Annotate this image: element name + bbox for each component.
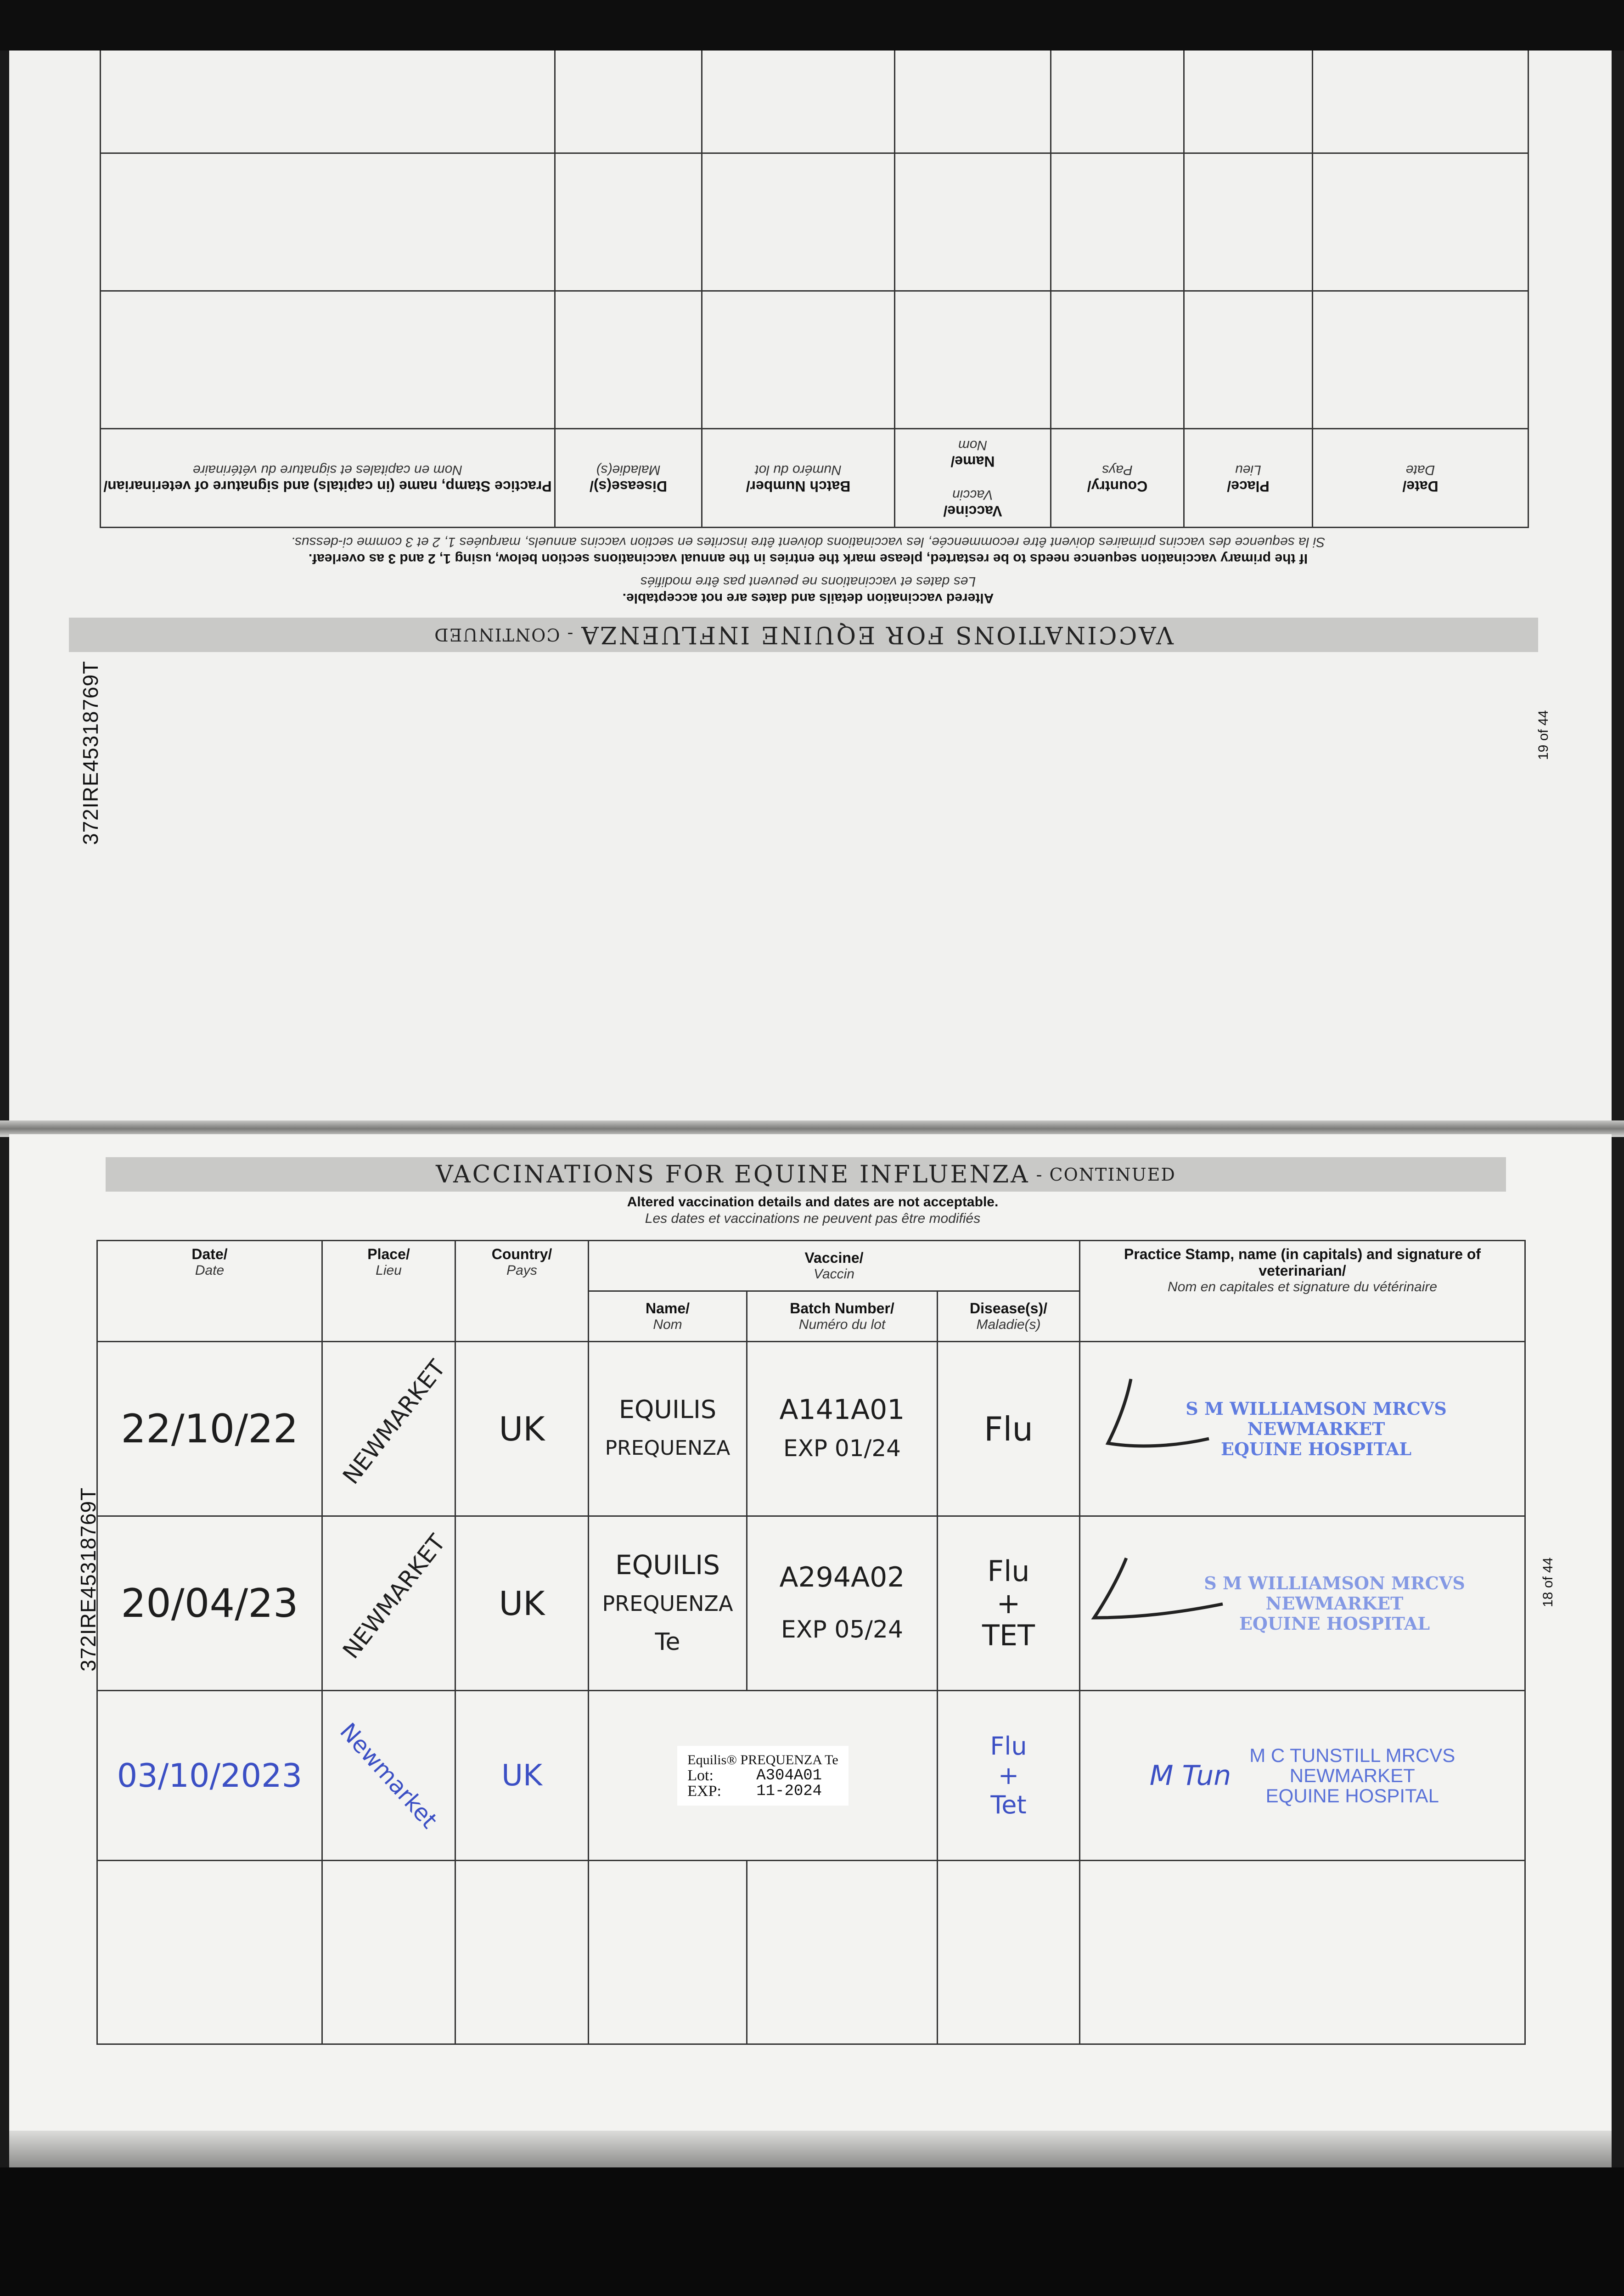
p18-header-name: Name/ Nom: [589, 1291, 747, 1342]
entry-2-name-cell: [589, 1516, 747, 1691]
p19-header-date: Date/ Date: [1313, 429, 1528, 528]
entry-2-batch-line1: A294A02: [779, 1561, 905, 1593]
page-18-continued: - CONTINUED: [1036, 1164, 1176, 1185]
entry-1-name-cell: [589, 1342, 747, 1516]
page-19-notice-fr: Les dates et vaccinations ne peuvent pas être modifiés: [640, 574, 976, 589]
page-18-title-banner: [106, 1157, 1506, 1192]
entry-1-signature-mark: [1099, 1370, 1218, 1462]
entry-2-name-line1: EQUILIS: [615, 1549, 720, 1581]
entry-1-place: NEWMARKET: [337, 1355, 451, 1489]
p19-header-stamp: Practice Stamp, name (in capitals) and signature of veterinarian/ Nom en capitales et signature du vétérinaire: [101, 429, 555, 528]
passport-page-18: [9, 1134, 1612, 2167]
passport-page-19: [9, 51, 1612, 1120]
entry-2-disease-line1: Flu: [987, 1554, 1030, 1588]
page-19-number: 19 of 44: [1536, 710, 1551, 760]
page-18-title: VACCINATIONS FOR EQUINE INFLUENZA: [436, 1160, 1030, 1188]
vaccination-entry-empty: [97, 1861, 1525, 2044]
page-19-vaccination-table: [100, 51, 1529, 528]
page-19-continued: - CONTINUED: [433, 625, 573, 645]
entry-3-practice-stamp: M C TUNSTILL MRCVS NEWMARKET EQUINE HOSPITAL: [1249, 1744, 1455, 1806]
p19-row-empty: [101, 291, 1528, 429]
entry-3-stamp-cell: [1080, 1691, 1525, 1861]
p19-header-country: Country/ Pays: [1051, 429, 1184, 528]
page-19-title-banner: [69, 618, 1538, 652]
entry-3-stamp-group: [1080, 1745, 1524, 1806]
p18-header-vaccine: Vaccine/ Vaccin: [589, 1241, 1080, 1291]
page-19-document-id: 372IRE45318769T: [79, 660, 102, 845]
entry-1-name-line2: PREQUENZA: [605, 1436, 731, 1460]
page-18-notice: [422, 1194, 1203, 1227]
entry-3-place-cell: [322, 1691, 455, 1861]
entry-1-practice-stamp: S M WILLIAMSON MRCVS NEWMARKET EQUINE HOSPITAL: [1186, 1398, 1447, 1459]
entry-2-disease-line3: TET: [982, 1618, 1035, 1652]
scanner-top-margin: [0, 0, 1624, 51]
entry-2-batch-cell: [747, 1516, 938, 1691]
entry-1-batch-line2: EXP 01/24: [783, 1435, 901, 1462]
page-18-document-id: 372IRE45318769T: [76, 1487, 100, 1671]
page-18-notice-fr: Les dates et vaccinations ne peuvent pas être modifiés: [645, 1211, 981, 1226]
entry-3-disease-cell: [938, 1691, 1080, 1861]
entry-3-product-sticker: [677, 1746, 848, 1806]
vaccination-entry-1: [97, 1342, 1525, 1516]
entry-1-date: 22/10/22: [97, 1342, 322, 1516]
page-19-title: VACCINATIONS FOR EQUINE INFLUENZA: [579, 621, 1174, 649]
entry-2-country: UK: [455, 1516, 589, 1691]
book-page-edge: [9, 2131, 1612, 2167]
entry-3-date: 03/10/2023: [97, 1691, 322, 1861]
entry-3-signature: M Tun: [1149, 1759, 1231, 1792]
p18-header-disease: Disease(s)/ Maladie(s): [938, 1291, 1080, 1342]
entry-2-name-line3: Te: [655, 1628, 680, 1656]
page-19-restart-en: If the primary vaccination sequence needs to be restarted, please mark the entries in the annual vaccinations section below, using 1, 2 and 3 as overleaf.: [308, 551, 1308, 566]
p18-header-batch: Batch Number/ Numéro du lot: [747, 1291, 938, 1342]
p19-header-disease: Disease(s)/ Maladie(s): [555, 429, 702, 528]
entry-2-disease-cell: [938, 1516, 1080, 1691]
entry-2-place: NEWMARKET: [337, 1529, 451, 1664]
p18-header-stamp: Practice Stamp, name (in capitals) and signature of veterinarian/ Nom en capitales et signature du vétérinaire: [1080, 1241, 1525, 1342]
page-18-number: 18 of 44: [1540, 1557, 1556, 1607]
entry-1-country: UK: [455, 1342, 589, 1516]
page-19-rotated-content: [9, 51, 1612, 1120]
entry-1-batch-cell: [747, 1342, 938, 1516]
entry-3-place: Newmarket: [335, 1717, 443, 1834]
sticker-lot-row: Lot: A304A01: [687, 1767, 822, 1784]
entry-3-product-sticker-cell: [589, 1691, 938, 1861]
sticker-exp-row: EXP: 11-2024: [687, 1782, 822, 1800]
entry-2-batch-line2: EXP 05/24: [781, 1615, 904, 1643]
page-18-vaccination-table: [96, 1240, 1526, 2045]
entry-2-place-cell: [322, 1516, 455, 1691]
entry-2-name-line2: PREQUENZA: [602, 1591, 733, 1616]
entry-1-stamp-cell: [1080, 1342, 1525, 1516]
entry-1-place-cell: [322, 1342, 455, 1516]
p19-header-place: Place/ Lieu: [1184, 429, 1313, 528]
entry-2-date: 20/04/23: [97, 1516, 322, 1691]
entry-1-disease: Flu: [938, 1342, 1080, 1516]
p19-header-name: Vaccine/ Vaccin Name/ Nom: [895, 429, 1051, 528]
page-19-restart-fr: Si la sequence des vaccins primaires doivent être recommencée, les vaccinations doivent être inscrites en section vaccins annuels, marquées 1, 2 et 3 comme ci-dessus.: [291, 535, 1326, 550]
sticker-brand: Equilis® PREQUENZA Te: [687, 1752, 838, 1767]
p18-header-country: Country/ Pays: [455, 1241, 589, 1342]
entry-1-batch-line1: A141A01: [779, 1393, 905, 1426]
entry-2-stamp-cell: [1080, 1516, 1525, 1691]
entry-1-name-line1: EQUILIS: [618, 1395, 717, 1424]
page-19-notice-en: Altered vaccination details and dates are not acceptable.: [622, 591, 994, 606]
page-18-notice-en: Altered vaccination details and dates are not acceptable.: [627, 1194, 999, 1210]
scanner-bottom-margin: [0, 2167, 1624, 2296]
vaccination-entry-2: [97, 1516, 1525, 1691]
entry-3-country: UK: [455, 1691, 589, 1861]
p19-row-empty: [101, 51, 1528, 153]
p18-header-place: Place/ Lieu: [322, 1241, 455, 1342]
entry-2-practice-stamp: S M WILLIAMSON MRCVS NEWMARKET EQUINE HOSPITAL: [1204, 1572, 1465, 1634]
entry-2-disease-line2: +: [996, 1586, 1021, 1620]
entry-3-disease-line1: Flu: [990, 1731, 1027, 1761]
p19-header-batch: Batch Number/ Numéro du lot: [702, 429, 895, 528]
vaccination-entry-3: [97, 1691, 1525, 1861]
p19-row-empty: [101, 153, 1528, 291]
entry-3-disease-line3: Tet: [990, 1790, 1027, 1819]
page-19-notice: [142, 534, 1474, 606]
entry-3-disease-line2: +: [998, 1761, 1019, 1790]
p18-header-date: Date/ Date: [97, 1241, 322, 1342]
